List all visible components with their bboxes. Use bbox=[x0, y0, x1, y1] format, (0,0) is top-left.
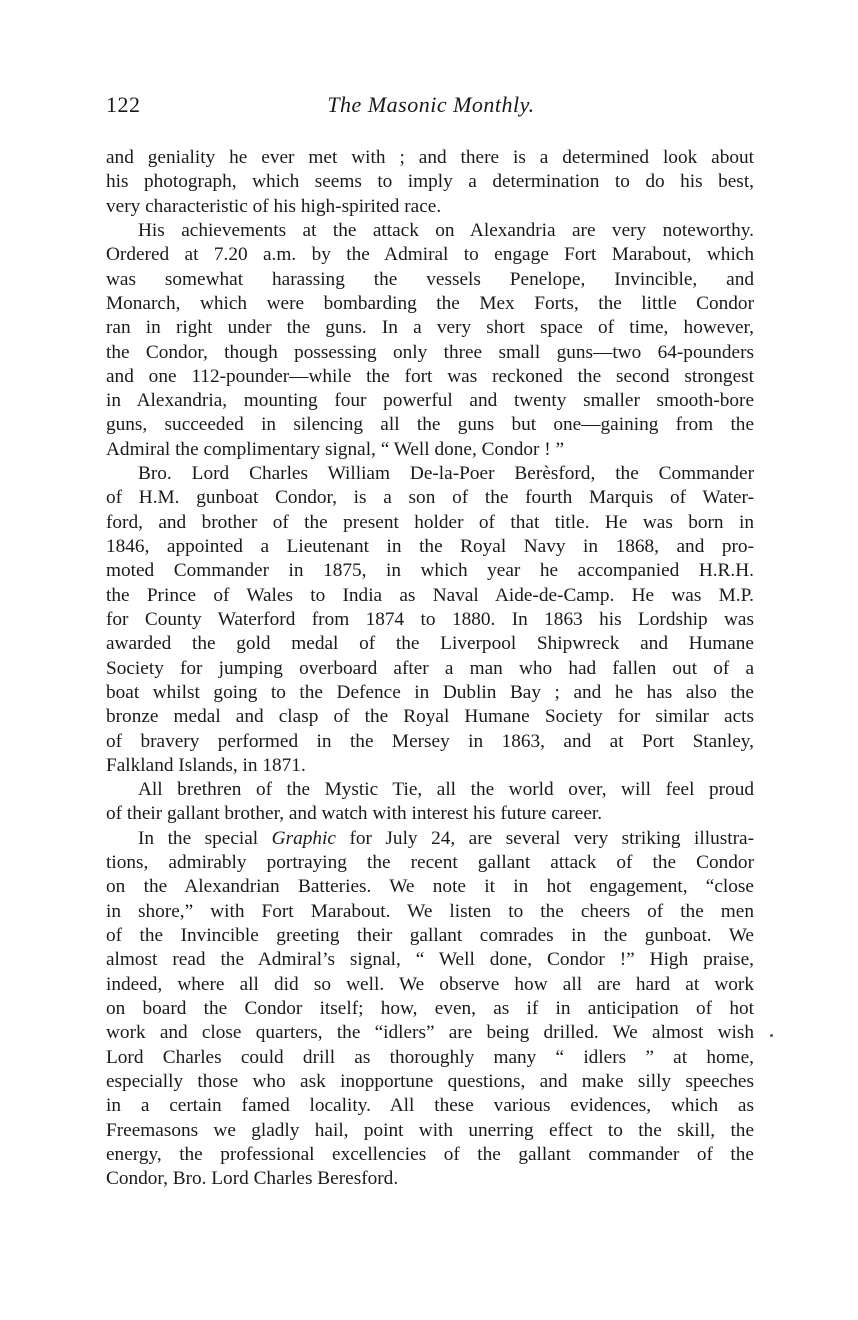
text-line: guns, succeeded in silencing all the guns but one—gaining from the bbox=[106, 414, 754, 436]
page-number: 122 bbox=[106, 92, 141, 117]
text-line: Condor, Bro. Lord Charles Beresford. bbox=[106, 1168, 399, 1190]
text-line: of the Invincible greeting their gallant comrades in the gunboat. We bbox=[106, 925, 754, 946]
text-line: his photograph, which seems to imply a determination to do his best, bbox=[106, 171, 754, 193]
text-line: All brethren of the Mystic Tie, all the world over, will feel proud bbox=[138, 779, 754, 801]
text-line: Society for jumping overboard after a man who had fallen out of a bbox=[106, 657, 754, 679]
text-line: of their gallant brother, and watch with interest his future career. bbox=[106, 803, 603, 825]
paragraph-3 bbox=[106, 462, 754, 778]
text-line: boat whilst going to the Defence in Dublin Bay ; and he has also the bbox=[106, 681, 754, 703]
text-line: especially those who ask inopportune questions, and make silly speeches bbox=[106, 1070, 754, 1092]
text-line: ran in right under the guns. In a very short space of time, however, bbox=[106, 317, 754, 339]
text-line: awarded the gold medal of the Liverpool Shipwreck and Humane bbox=[106, 633, 754, 655]
text-line bbox=[106, 827, 754, 851]
text-line: and one 112-pounder—while the fort was reckoned the second strongest bbox=[106, 365, 754, 387]
text-line: Admiral the complimentary signal, “ Well done, Condor ! ” bbox=[106, 438, 565, 460]
text-line: and geniality he ever met with ; and there is a determined look about bbox=[106, 147, 754, 168]
paragraph-2 bbox=[106, 219, 754, 462]
running-head bbox=[106, 92, 756, 122]
text-line: Bro. Lord Charles William De-la-Poer Berèsford, the Commander bbox=[138, 463, 754, 485]
publication-title: Graphic bbox=[271, 827, 336, 849]
paragraph-1 bbox=[106, 146, 754, 219]
text-line: Freemasons we gladly hail, point with unerring effect to the skill, the bbox=[106, 1119, 754, 1141]
text-line: Lord Charles could drill as thoroughly many “ idlers ” at home, bbox=[106, 1046, 754, 1068]
paragraph-4 bbox=[106, 778, 754, 827]
text-line: of H.M. gunboat Condor, is a son of the fourth Marquis of Water- bbox=[106, 487, 754, 509]
text-line: Monarch, which were bombarding the Mex Forts, the little Condor bbox=[106, 292, 754, 314]
text-line: 1846, appointed a Lieutenant in the Royal Navy in 1868, and pro- bbox=[106, 536, 754, 557]
text-line: the Condor, though possessing only three small guns—two 64-pounders bbox=[106, 341, 754, 363]
margin-speck bbox=[770, 1034, 773, 1037]
text-line: in Alexandria, mounting four powerful and twenty smaller smooth-bore bbox=[106, 390, 754, 412]
text-line: indeed, where all did so well. We observe how all are hard at work bbox=[106, 973, 754, 995]
text-line: energy, the professional excellencies of the gallant commander of the bbox=[106, 1143, 754, 1165]
text-fragment: for July 24, are several very striking illustra- bbox=[335, 827, 754, 849]
paragraph-5 bbox=[106, 827, 754, 1192]
text-line: in shore,” with Fort Marabout. We listen to the cheers of the men bbox=[106, 900, 754, 922]
text-line: Falkland Islands, in 1871. bbox=[106, 754, 306, 776]
running-title: The Masonic Monthly. bbox=[327, 92, 535, 117]
text-line: Ordered at 7.20 a.m. by the Admiral to engage Fort Marabout, which bbox=[106, 244, 754, 266]
text-line: almost read the Admiral’s signal, “ Well done, Condor !” High praise, bbox=[106, 949, 754, 971]
text-line: very characteristic of his high-spirited race. bbox=[106, 195, 442, 217]
text-line: of bravery performed in the Mersey in 1863, and at Port Stanley, bbox=[106, 730, 754, 752]
text-line: His achievements at the attack on Alexandria are very noteworthy. bbox=[138, 219, 754, 241]
text-line: moted Commander in 1875, in which year he accompanied H.R.H. bbox=[106, 560, 754, 582]
text-line: tions, admirably portraying the recent gallant attack of the Condor bbox=[106, 852, 754, 874]
text-fragment: In the special bbox=[138, 827, 272, 849]
text-line: bronze medal and clasp of the Royal Humane Society for similar acts bbox=[106, 706, 754, 728]
text-line: in a certain famed locality. All these various evidences, which as bbox=[106, 1095, 754, 1117]
text-line: on board the Condor itself; how, even, as if in anticipation of hot bbox=[106, 997, 754, 1019]
text-line: for County Waterford from 1874 to 1880. In 1863 his Lordship was bbox=[106, 608, 754, 630]
article-body bbox=[106, 146, 754, 1191]
text-line: work and close quarters, the “idlers” are being drilled. We almost wish bbox=[106, 1022, 754, 1044]
text-line: on the Alexandrian Batteries. We note it in hot engagement, “close bbox=[106, 876, 754, 898]
text-line: ford, and brother of the present holder of that title. He was born in bbox=[106, 511, 754, 533]
text-line: was somewhat harassing the vessels Penelope, Invincible, and bbox=[106, 268, 754, 290]
text-line: the Prince of Wales to India as Naval Aide-de-Camp. He was M.P. bbox=[106, 584, 754, 606]
